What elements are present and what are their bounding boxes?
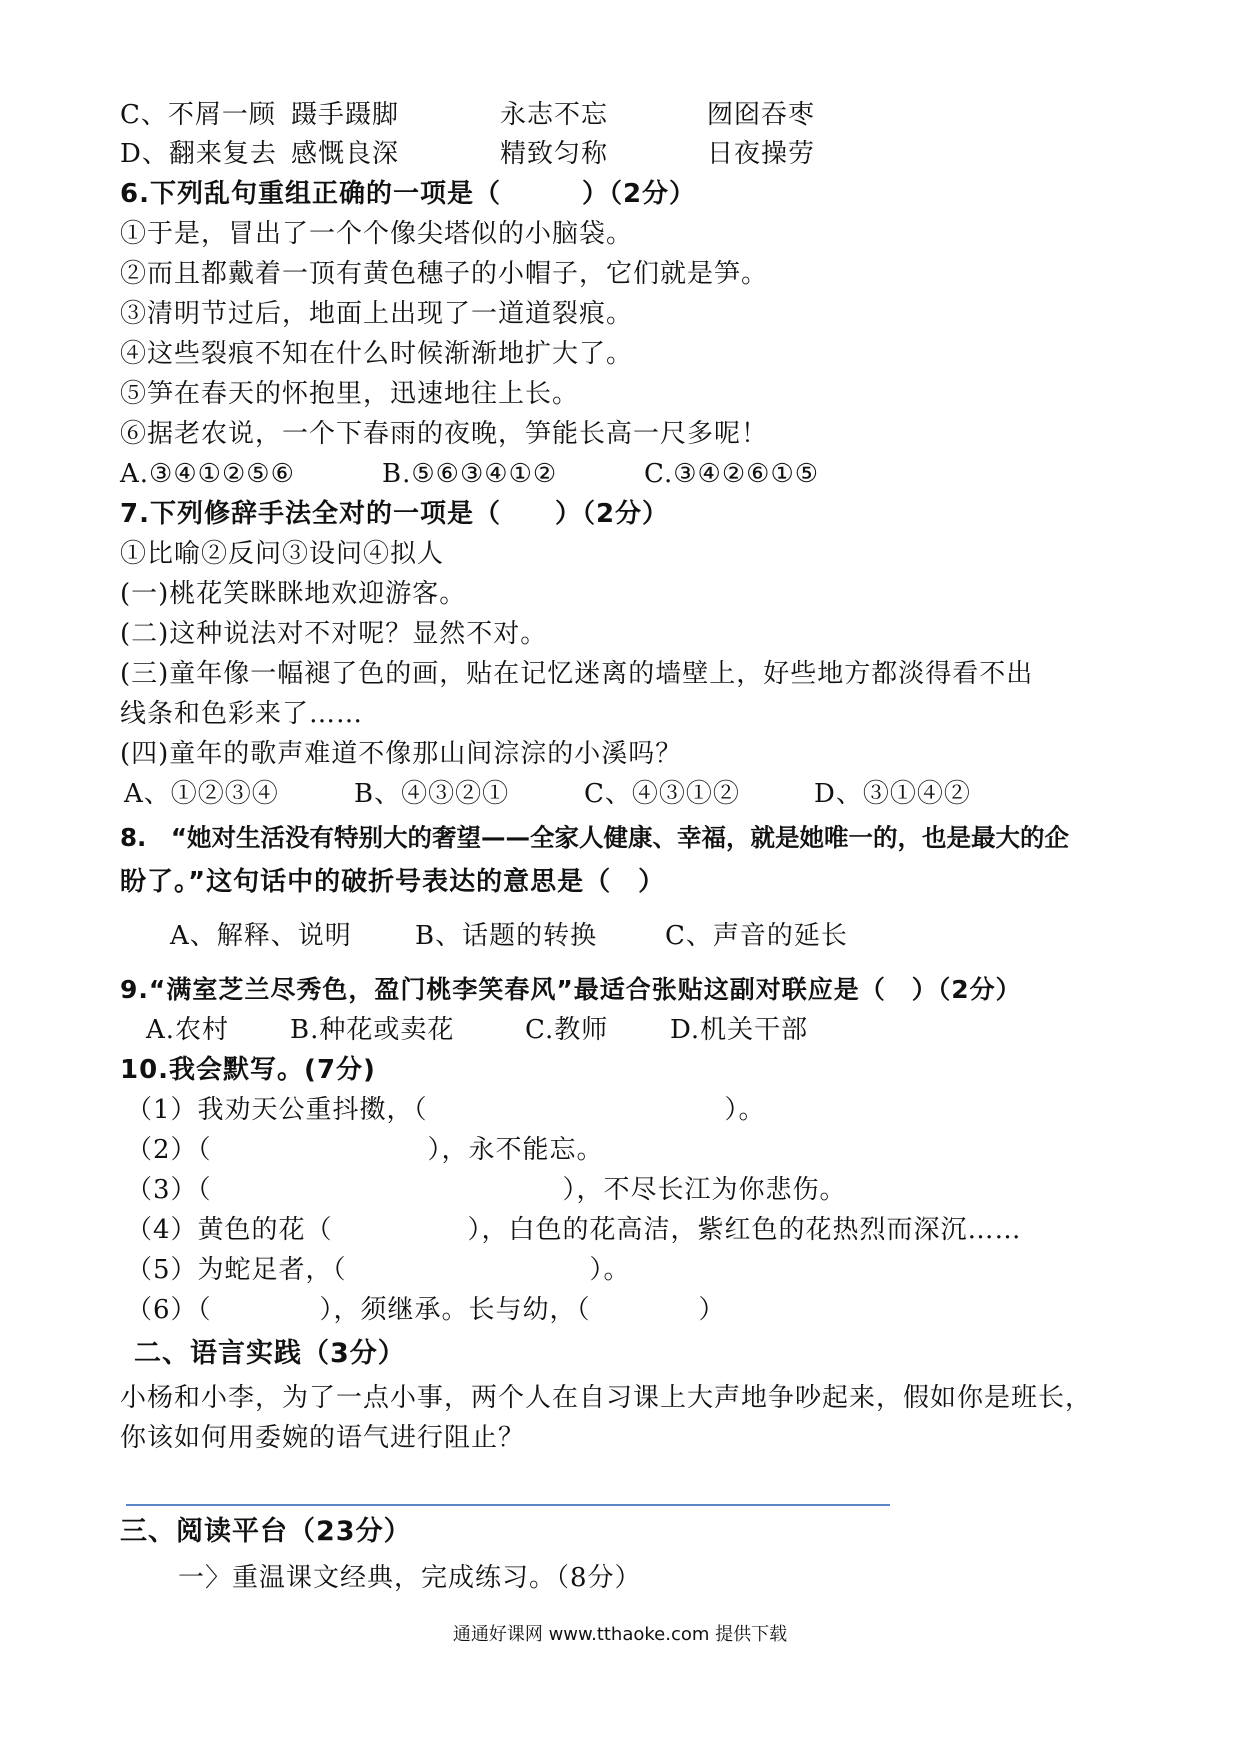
q10-line-1: （1）我劝天公重抖擞，（ ）。 bbox=[126, 1095, 766, 1125]
q6-sentence-2: ②而且都戴着一顶有黄色穗子的小帽子，它们就是笋。 bbox=[120, 259, 769, 289]
q7-option-b: B、④③②① bbox=[354, 779, 510, 809]
q5-d-2: 感慨良深 bbox=[291, 139, 400, 169]
q5-d-3: 精致匀称 bbox=[500, 139, 609, 169]
q5-d-4: 日夜操劳 bbox=[707, 139, 816, 169]
q6-option-c: C.③④②⑥①⑤ bbox=[644, 459, 820, 489]
q7-option-a: A、①②③④ bbox=[124, 779, 279, 809]
q7-line-5: (四)童年的歌声难道不像那山间淙淙的小溪吗？ bbox=[120, 739, 683, 769]
q6-title: 6.下列乱句重组正确的一项是（ ）（2分） bbox=[120, 179, 697, 209]
q9-title bbox=[120, 970, 1022, 1010]
q6-sentence-5: ⑤笋在春天的怀抱里，迅速地往上长。 bbox=[120, 379, 580, 409]
section3-title: 三、阅读平台（23分） bbox=[120, 1516, 412, 1547]
q6-option-b: B.⑤⑥③④①② bbox=[382, 459, 558, 489]
q7-option-c: C、④③①② bbox=[584, 779, 740, 809]
q9-option-c: C.教师 bbox=[525, 1015, 609, 1045]
q7-line-4: 线条和色彩来了…… bbox=[120, 699, 364, 729]
q6-sentence-3: ③清明节过后，地面上出现了一道道裂痕。 bbox=[120, 299, 634, 329]
q9-title-text: 9.“满室芝兰尽秀色，盈门桃李笑春风”最适合张贴这副对联应是（ ）（2分） bbox=[120, 975, 1022, 1004]
q6-option-a: A.③④①②⑤⑥ bbox=[120, 459, 295, 489]
q8-line-2: 盼了。”这句话中的破折号表达的意思是（ ） bbox=[120, 867, 666, 897]
q8-option-a: A、解释、说明 bbox=[170, 921, 352, 951]
q5-c-3: 永志不忘 bbox=[500, 100, 609, 130]
q5-c-4: 囫囵吞枣 bbox=[707, 100, 816, 130]
q10-line-4: （4）黄色的花（ ），白色的花高洁，紫红色的花热烈而深沉…… bbox=[126, 1215, 1022, 1245]
q8-option-b: B、话题的转换 bbox=[415, 921, 598, 951]
q7-line-2: (二)这种说法对不对呢？显然不对。 bbox=[120, 619, 548, 649]
q6-sentence-4: ④这些裂痕不知在什么时候渐渐地扩大了。 bbox=[120, 339, 634, 369]
section3-subtitle: 一〉重温课文经典，完成练习。（8分） bbox=[178, 1563, 642, 1593]
q9-option-b: B.种花或卖花 bbox=[290, 1015, 455, 1045]
q7-title: 7.下列修辞手法全对的一项是（ ）（2分） bbox=[120, 499, 670, 529]
q9-option-d: D.机关干部 bbox=[670, 1015, 809, 1045]
q7-option-d: D、③①④② bbox=[814, 779, 971, 809]
q8-line-1: 8. “她对生活没有特别大的奢望——全家人健康、幸福，就是她唯一的，也是最大的企 bbox=[120, 823, 1069, 852]
footer-credit: 通通好课网 www.tthaoke.com 提供下载 bbox=[452, 1624, 788, 1645]
q10-line-5: （5）为蛇足者，（ ）。 bbox=[126, 1255, 631, 1285]
section2-title: 二、语言实践（3分） bbox=[134, 1338, 406, 1369]
section2-line-1: 小杨和小李，为了一点小事，两个人在自习课上大声地争吵起来，假如你是班长， bbox=[120, 1383, 1093, 1413]
q10-line-3: （3）（ ），不尽长江为你悲伤。 bbox=[126, 1175, 847, 1205]
q10-title: 10.我会默写。(7分) bbox=[120, 1055, 376, 1085]
q6-sentence-6: ⑥据老农说，一个下春雨的夜晚，笋能长高一尺多呢！ bbox=[120, 419, 769, 449]
answer-line[interactable] bbox=[126, 1504, 890, 1506]
q10-line-2: （2）（ ），永不能忘。 bbox=[126, 1135, 604, 1165]
q6-sentence-1: ①于是，冒出了一个个像尖塔似的小脑袋。 bbox=[120, 219, 634, 249]
q9-option-a: A.农村 bbox=[146, 1015, 230, 1045]
q7-line-1: (一)桃花笑眯眯地欢迎游客。 bbox=[120, 579, 467, 609]
section2-line-2: 你该如何用委婉的语气进行阻止？ bbox=[120, 1423, 526, 1453]
q5-c-2: 蹑手蹑脚 bbox=[291, 100, 400, 130]
q5-c-1: C、不屑一顾 bbox=[120, 100, 276, 130]
q10-line-6: （6）（ ），须继承。长与幼，（ ） bbox=[126, 1295, 726, 1325]
q7-legend: ①比喻②反问③设问④拟人 bbox=[120, 539, 445, 569]
q5-d-1: D、翻来复去 bbox=[120, 139, 277, 169]
q7-line-3: (三)童年像一幅褪了色的画，贴在记忆迷离的墙壁上，好些地方都淡得看不出 bbox=[120, 659, 1034, 689]
q8-option-c: C、声音的延长 bbox=[665, 921, 848, 951]
